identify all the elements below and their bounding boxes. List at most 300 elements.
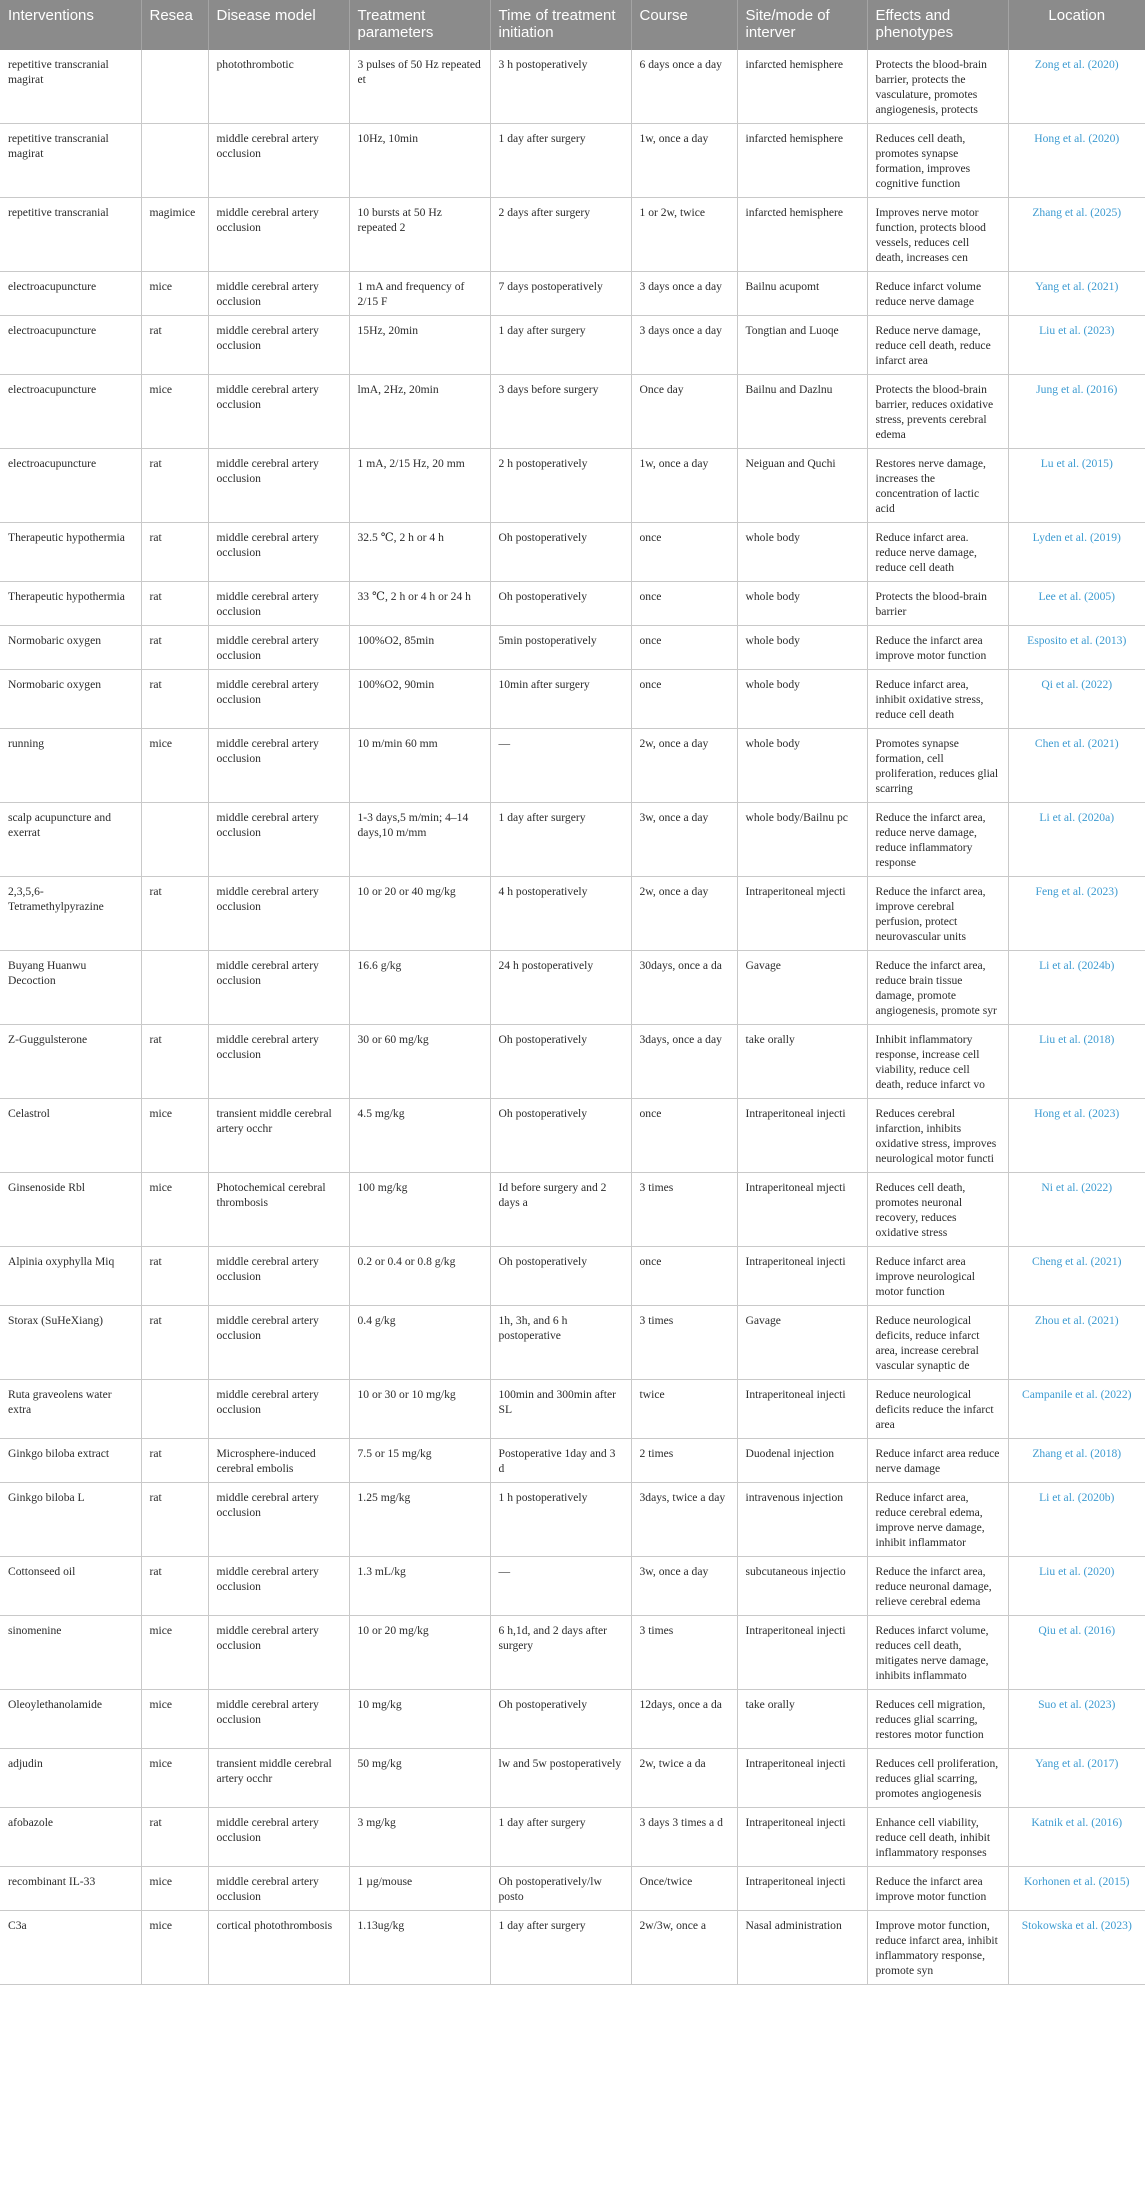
cell-site-mode: whole body — [737, 626, 867, 670]
cell-intervention: Storax (SuHeXiang) — [0, 1306, 141, 1380]
cell-disease-model: middle cerebral artery occlusion — [208, 582, 349, 626]
cell-treatment-parameters: 1-3 days,5 m/min; 4–14 days,10 m/mm — [349, 803, 490, 877]
cell-location[interactable]: Liu et al. (2023) — [1008, 316, 1145, 375]
cell-disease-model: cortical photothrombosis — [208, 1911, 349, 1985]
cell-effects: Reduce infarct volume reduce nerve damage — [867, 272, 1008, 316]
cell-location[interactable]: Qiu et al. (2016) — [1008, 1616, 1145, 1690]
cell-disease-model: middle cerebral artery occlusion — [208, 803, 349, 877]
cell-disease-model: photothrombotic — [208, 50, 349, 124]
cell-effects: Reduce infarct area, reduce cerebral edema, improve nerve damage, inhibit inflammator — [867, 1483, 1008, 1557]
cell-location[interactable]: Cheng et al. (2021) — [1008, 1247, 1145, 1306]
cell-effects: Reduce the infarct area, reduce brain tissue damage, promote angiogenesis, promote syr — [867, 951, 1008, 1025]
cell-location[interactable]: Lee et al. (2005) — [1008, 582, 1145, 626]
table-body — [0, 50, 1145, 1985]
cell-location[interactable]: Yang et al. (2021) — [1008, 272, 1145, 316]
cell-treatment-time: 7 days postoperatively — [490, 272, 631, 316]
cell-site-mode: whole body — [737, 523, 867, 582]
cell-treatment-time: Oh postoperatively — [490, 582, 631, 626]
cell-course: 12days, once a da — [631, 1690, 737, 1749]
header-research: Resea — [141, 0, 208, 50]
cell-site-mode: Bailnu acupomt — [737, 272, 867, 316]
cell-location[interactable]: Zong et al. (2020) — [1008, 50, 1145, 124]
cell-intervention: Cottonseed oil — [0, 1557, 141, 1616]
cell-course: 3days, once a day — [631, 1025, 737, 1099]
cell-intervention: Ruta graveolens water extra — [0, 1380, 141, 1439]
cell-disease-model: middle cerebral artery occlusion — [208, 272, 349, 316]
cell-treatment-time: 1 day after surgery — [490, 124, 631, 198]
cell-treatment-time: 1 h postoperatively — [490, 1483, 631, 1557]
cell-site-mode: Gavage — [737, 951, 867, 1025]
cell-effects: Reduce nerve damage, reduce cell death, reduce infarct area — [867, 316, 1008, 375]
cell-effects: Reduce neurological deficits, reduce infarct area, increase cerebral vascular synaptic de — [867, 1306, 1008, 1380]
cell-site-mode: intravenous injection — [737, 1483, 867, 1557]
cell-treatment-parameters: 15Hz, 20min — [349, 316, 490, 375]
cell-treatment-parameters: 100%O2, 85min — [349, 626, 490, 670]
cell-site-mode: Intraperitoneal mjecti — [737, 877, 867, 951]
table-row — [0, 1483, 1145, 1557]
table-row — [0, 582, 1145, 626]
cell-treatment-parameters: 10 m/min 60 mm — [349, 729, 490, 803]
cell-intervention: Celastrol — [0, 1099, 141, 1173]
cell-intervention: Ginkgo biloba extract — [0, 1439, 141, 1483]
table-row — [0, 523, 1145, 582]
cell-course: 3 times — [631, 1173, 737, 1247]
cell-effects: Reduce the infarct area, reduce neuronal damage, relieve cerebral edema — [867, 1557, 1008, 1616]
cell-site-mode: whole body — [737, 582, 867, 626]
table-row — [0, 1557, 1145, 1616]
cell-intervention: recombinant IL-33 — [0, 1867, 141, 1911]
cell-site-mode: whole body — [737, 729, 867, 803]
cell-disease-model: middle cerebral artery occlusion — [208, 877, 349, 951]
cell-disease-model: middle cerebral artery occlusion — [208, 1690, 349, 1749]
cell-treatment-time: 2 h postoperatively — [490, 449, 631, 523]
cell-location[interactable]: Hong et al. (2023) — [1008, 1099, 1145, 1173]
cell-research-subject: rat — [141, 582, 208, 626]
cell-intervention: Buyang Huanwu Decoction — [0, 951, 141, 1025]
cell-intervention: electroacupuncture — [0, 316, 141, 375]
cell-course: Once day — [631, 375, 737, 449]
cell-intervention: running — [0, 729, 141, 803]
table-row — [0, 124, 1145, 198]
cell-course: 3w, once a day — [631, 1557, 737, 1616]
cell-research-subject: mice — [141, 1911, 208, 1985]
cell-effects: Reduce infarct area. reduce nerve damage, reduce cell death — [867, 523, 1008, 582]
cell-location[interactable]: Li et al. (2024b) — [1008, 951, 1145, 1025]
cell-disease-model: middle cerebral artery occlusion — [208, 1247, 349, 1306]
header-treatment-parameters: Treatment parameters — [349, 0, 490, 50]
cell-research-subject — [141, 951, 208, 1025]
cell-site-mode: Intraperitoneal injecti — [737, 1616, 867, 1690]
cell-research-subject: rat — [141, 1483, 208, 1557]
cell-treatment-parameters: 10 or 30 or 10 mg/kg — [349, 1380, 490, 1439]
cell-treatment-time: 100min and 300min after SL — [490, 1380, 631, 1439]
cell-location[interactable]: Feng et al. (2023) — [1008, 877, 1145, 951]
table-row — [0, 1380, 1145, 1439]
cell-intervention: electroacupuncture — [0, 449, 141, 523]
cell-course: 2w, once a day — [631, 729, 737, 803]
cell-treatment-parameters: 1.25 mg/kg — [349, 1483, 490, 1557]
table-row — [0, 1690, 1145, 1749]
cell-intervention: 2,3,5,6-Tetramethylpyrazine — [0, 877, 141, 951]
cell-site-mode: Tongtian and Luoqe — [737, 316, 867, 375]
cell-intervention: scalp acupuncture and exerrat — [0, 803, 141, 877]
cell-effects: Reduces cell proliferation, reduces glial scarring, promotes angiogenesis — [867, 1749, 1008, 1808]
cell-intervention: electroacupuncture — [0, 375, 141, 449]
cell-treatment-parameters: 3 pulses of 50 Hz repeated et — [349, 50, 490, 124]
cell-disease-model: middle cerebral artery occlusion — [208, 1483, 349, 1557]
cell-intervention: Normobaric oxygen — [0, 670, 141, 729]
cell-location[interactable]: Katnik et al. (2016) — [1008, 1808, 1145, 1867]
cell-disease-model: Photochemical cerebral thrombosis — [208, 1173, 349, 1247]
cell-location[interactable]: Zhang et al. (2025) — [1008, 198, 1145, 272]
table-row — [0, 1306, 1145, 1380]
cell-treatment-parameters: 1 µg/mouse — [349, 1867, 490, 1911]
cell-location[interactable]: Ni et al. (2022) — [1008, 1173, 1145, 1247]
cell-site-mode: Intraperitoneal injecti — [737, 1380, 867, 1439]
header-row — [0, 0, 1145, 50]
cell-site-mode: Intraperitoneal injecti — [737, 1099, 867, 1173]
cell-treatment-time: 6 h,1d, and 2 days after surgery — [490, 1616, 631, 1690]
cell-research-subject: mice — [141, 1749, 208, 1808]
cell-effects: Reduces cell migration, reduces glial scarring, restores motor function — [867, 1690, 1008, 1749]
cell-effects: Reduces cerebral infarction, inhibits oxidative stress, improves neurological motor functi — [867, 1099, 1008, 1173]
cell-effects: Promotes synapse formation, cell proliferation, reduces glial scarring — [867, 729, 1008, 803]
cell-intervention: Normobaric oxygen — [0, 626, 141, 670]
table-row — [0, 877, 1145, 951]
cell-disease-model: middle cerebral artery occlusion — [208, 1867, 349, 1911]
cell-research-subject: rat — [141, 1306, 208, 1380]
table-row — [0, 272, 1145, 316]
cell-effects: Improves nerve motor function, protects blood vessels, reduces cell death, increases cen — [867, 198, 1008, 272]
cell-effects: Reduces cell death, promotes synapse formation, improves cognitive function — [867, 124, 1008, 198]
cell-location[interactable]: Stokowska et al. (2023) — [1008, 1911, 1145, 1985]
cell-course: 2 times — [631, 1439, 737, 1483]
cell-research-subject — [141, 124, 208, 198]
table-row — [0, 1173, 1145, 1247]
cell-treatment-time: 10min after surgery — [490, 670, 631, 729]
cell-intervention: afobazole — [0, 1808, 141, 1867]
cell-treatment-parameters: 1 mA, 2/15 Hz, 20 mm — [349, 449, 490, 523]
cell-treatment-time: 1 day after surgery — [490, 316, 631, 375]
cell-location[interactable]: Zhou et al. (2021) — [1008, 1306, 1145, 1380]
cell-location[interactable]: Li et al. (2020b) — [1008, 1483, 1145, 1557]
cell-course: 3 times — [631, 1616, 737, 1690]
table-row — [0, 375, 1145, 449]
cell-site-mode: subcutaneous injectio — [737, 1557, 867, 1616]
cell-research-subject — [141, 50, 208, 124]
cell-disease-model: middle cerebral artery occlusion — [208, 951, 349, 1025]
cell-treatment-time: 1h, 3h, and 6 h postoperative — [490, 1306, 631, 1380]
cell-disease-model: transient middle cerebral artery occhr — [208, 1749, 349, 1808]
cell-research-subject: mice — [141, 1173, 208, 1247]
cell-treatment-parameters: 16.6 g/kg — [349, 951, 490, 1025]
cell-research-subject — [141, 803, 208, 877]
table-row — [0, 1749, 1145, 1808]
cell-intervention: adjudin — [0, 1749, 141, 1808]
header-course: Course — [631, 0, 737, 50]
cell-effects: Reduces infarct volume, reduces cell death, mitigates nerve damage, inhibits inflammato — [867, 1616, 1008, 1690]
cell-treatment-time: — — [490, 729, 631, 803]
table-row — [0, 803, 1145, 877]
cell-location[interactable]: Lyden et al. (2019) — [1008, 523, 1145, 582]
cell-treatment-parameters: 32.5 ℃, 2 h or 4 h — [349, 523, 490, 582]
cell-disease-model: middle cerebral artery occlusion — [208, 316, 349, 375]
cell-course: 3 days once a day — [631, 272, 737, 316]
cell-disease-model: middle cerebral artery occlusion — [208, 626, 349, 670]
cell-effects: Restores nerve damage, increases the concentration of lactic acid — [867, 449, 1008, 523]
cell-treatment-parameters: lmA, 2Hz, 20min — [349, 375, 490, 449]
cell-disease-model: middle cerebral artery occlusion — [208, 449, 349, 523]
cell-site-mode: Gavage — [737, 1306, 867, 1380]
cell-site-mode: take orally — [737, 1025, 867, 1099]
cell-treatment-time: Oh postoperatively — [490, 1099, 631, 1173]
cell-site-mode: infarcted hemisphere — [737, 198, 867, 272]
cell-site-mode: Intraperitoneal injecti — [737, 1808, 867, 1867]
cell-treatment-parameters: 1.3 mL/kg — [349, 1557, 490, 1616]
table-row — [0, 729, 1145, 803]
cell-course: 2w, twice a da — [631, 1749, 737, 1808]
cell-location[interactable]: Chen et al. (2021) — [1008, 729, 1145, 803]
cell-effects: Reduce the infarct area, reduce nerve damage, reduce inflammatory response — [867, 803, 1008, 877]
cell-disease-model: middle cerebral artery occlusion — [208, 375, 349, 449]
cell-disease-model: middle cerebral artery occlusion — [208, 1306, 349, 1380]
cell-treatment-time: 3 days before surgery — [490, 375, 631, 449]
table-row — [0, 449, 1145, 523]
cell-treatment-time: 5min postoperatively — [490, 626, 631, 670]
cell-course: 3 days once a day — [631, 316, 737, 375]
cell-location[interactable]: Jung et al. (2016) — [1008, 375, 1145, 449]
cell-treatment-parameters: 30 or 60 mg/kg — [349, 1025, 490, 1099]
cell-research-subject: mice — [141, 1690, 208, 1749]
header-effects: Effects and phenotypes — [867, 0, 1008, 50]
cell-effects: Protects the blood-brain barrier — [867, 582, 1008, 626]
cell-effects: Protects the blood-brain barrier, reduces oxidative stress, prevents cerebral edema — [867, 375, 1008, 449]
cell-site-mode: Bailnu and Dazlnu — [737, 375, 867, 449]
cell-course: once — [631, 582, 737, 626]
cell-disease-model: middle cerebral artery occlusion — [208, 124, 349, 198]
cell-treatment-time: Id before surgery and 2 days a — [490, 1173, 631, 1247]
header-time-of-treatment: Time of treatment initiation — [490, 0, 631, 50]
table-row — [0, 316, 1145, 375]
cell-effects: Reduce neurological deficits reduce the infarct area — [867, 1380, 1008, 1439]
cell-location[interactable]: Qi et al. (2022) — [1008, 670, 1145, 729]
cell-course: twice — [631, 1380, 737, 1439]
cell-course: 3 days 3 times a d — [631, 1808, 737, 1867]
cell-site-mode: infarcted hemisphere — [737, 124, 867, 198]
cell-effects: Reduce infarct area, inhibit oxidative stress, reduce cell death — [867, 670, 1008, 729]
cell-treatment-parameters: 1 mA and frequency of 2/15 F — [349, 272, 490, 316]
cell-site-mode: whole body — [737, 670, 867, 729]
cell-disease-model: transient middle cerebral artery occhr — [208, 1099, 349, 1173]
table-row — [0, 626, 1145, 670]
cell-intervention: sinomenine — [0, 1616, 141, 1690]
cell-research-subject: rat — [141, 1557, 208, 1616]
cell-site-mode: Intraperitoneal injecti — [737, 1867, 867, 1911]
cell-course: once — [631, 1099, 737, 1173]
cell-disease-model: Microsphere-induced cerebral embolis — [208, 1439, 349, 1483]
cell-treatment-parameters: 50 mg/kg — [349, 1749, 490, 1808]
cell-effects: Improve motor function, reduce infarct area, inhibit inflammatory response, promote syn — [867, 1911, 1008, 1985]
cell-intervention: Ginsenoside Rbl — [0, 1173, 141, 1247]
cell-research-subject: rat — [141, 316, 208, 375]
cell-treatment-parameters: 4.5 mg/kg — [349, 1099, 490, 1173]
cell-location[interactable]: Zhang et al. (2018) — [1008, 1439, 1145, 1483]
cell-disease-model: middle cerebral artery occlusion — [208, 1808, 349, 1867]
cell-treatment-parameters: 100 mg/kg — [349, 1173, 490, 1247]
cell-effects: Reduce the infarct area improve motor function — [867, 626, 1008, 670]
cell-intervention: repetitive transcranial magirat — [0, 50, 141, 124]
cell-effects: Reduce infarct area reduce nerve damage — [867, 1439, 1008, 1483]
header-disease-model: Disease model — [208, 0, 349, 50]
cell-research-subject: mice — [141, 1616, 208, 1690]
cell-course: 30days, once a da — [631, 951, 737, 1025]
cell-location[interactable]: Esposito et al. (2013) — [1008, 626, 1145, 670]
cell-treatment-time: Oh postoperatively — [490, 1247, 631, 1306]
cell-course: once — [631, 626, 737, 670]
cell-course: 1w, once a day — [631, 124, 737, 198]
cell-disease-model: middle cerebral artery occlusion — [208, 1025, 349, 1099]
table-row — [0, 1439, 1145, 1483]
cell-effects: Reduce the infarct area, improve cerebral perfusion, protect neurovascular units — [867, 877, 1008, 951]
cell-treatment-time: Oh postoperatively — [490, 1690, 631, 1749]
cell-effects: Protects the blood-brain barrier, protects the vasculature, promotes angiogenesis, protects — [867, 50, 1008, 124]
cell-research-subject: rat — [141, 1808, 208, 1867]
cell-treatment-time: lw and 5w postoperatively — [490, 1749, 631, 1808]
cell-intervention: electroacupuncture — [0, 272, 141, 316]
cell-course: 2w/3w, once a — [631, 1911, 737, 1985]
cell-treatment-parameters: 10 bursts at 50 Hz repeated 2 — [349, 198, 490, 272]
cell-research-subject: rat — [141, 523, 208, 582]
cell-treatment-time: 1 day after surgery — [490, 1808, 631, 1867]
cell-research-subject — [141, 1380, 208, 1439]
cell-intervention: Oleoylethanolamide — [0, 1690, 141, 1749]
table-row — [0, 951, 1145, 1025]
cell-location[interactable]: Lu et al. (2015) — [1008, 449, 1145, 523]
table-row — [0, 1911, 1145, 1985]
cell-intervention: Therapeutic hypothermia — [0, 523, 141, 582]
cell-treatment-parameters: 100%O2, 90min — [349, 670, 490, 729]
cell-intervention: repetitive transcranial — [0, 198, 141, 272]
cell-course: 2w, once a day — [631, 877, 737, 951]
cell-intervention: Alpinia oxyphylla Miq — [0, 1247, 141, 1306]
cell-treatment-time: 1 day after surgery — [490, 803, 631, 877]
cell-site-mode: Intraperitoneal injecti — [737, 1749, 867, 1808]
cell-disease-model: middle cerebral artery occlusion — [208, 198, 349, 272]
table-row — [0, 1025, 1145, 1099]
table-row — [0, 1247, 1145, 1306]
cell-site-mode: Nasal administration — [737, 1911, 867, 1985]
cell-location[interactable]: Korhonen et al. (2015) — [1008, 1867, 1145, 1911]
cell-effects: Reduces cell death, promotes neuronal recovery, reduces oxidative stress — [867, 1173, 1008, 1247]
cell-research-subject: rat — [141, 1439, 208, 1483]
cell-course: 3 times — [631, 1306, 737, 1380]
cell-treatment-time: 2 days after surgery — [490, 198, 631, 272]
cell-location[interactable]: Suo et al. (2023) — [1008, 1690, 1145, 1749]
table-row — [0, 50, 1145, 124]
cell-treatment-parameters: 10 or 20 mg/kg — [349, 1616, 490, 1690]
cell-treatment-parameters: 10 or 20 or 40 mg/kg — [349, 877, 490, 951]
cell-treatment-parameters: 10 mg/kg — [349, 1690, 490, 1749]
cell-disease-model: middle cerebral artery occlusion — [208, 670, 349, 729]
cell-treatment-parameters: 1.13ug/kg — [349, 1911, 490, 1985]
cell-effects: Reduce the infarct area improve motor function — [867, 1867, 1008, 1911]
cell-site-mode: Intraperitoneal mjecti — [737, 1173, 867, 1247]
cell-research-subject: rat — [141, 626, 208, 670]
cell-course: 3days, twice a day — [631, 1483, 737, 1557]
cell-course: once — [631, 523, 737, 582]
cell-site-mode: Neiguan and Quchi — [737, 449, 867, 523]
cell-effects: Inhibit inflammatory response, increase cell viability, reduce cell death, reduce infarct vo — [867, 1025, 1008, 1099]
cell-intervention: Z-Guggulsterone — [0, 1025, 141, 1099]
table-row — [0, 1616, 1145, 1690]
cell-effects: Reduce infarct area improve neurological motor function — [867, 1247, 1008, 1306]
cell-course: 3w, once a day — [631, 803, 737, 877]
cell-site-mode: Duodenal injection — [737, 1439, 867, 1483]
cell-research-subject: rat — [141, 449, 208, 523]
header-location: Location — [1008, 0, 1145, 50]
cell-research-subject: mice — [141, 375, 208, 449]
cell-course: 6 days once a day — [631, 50, 737, 124]
cell-research-subject: rat — [141, 1247, 208, 1306]
cell-location[interactable]: Liu et al. (2020) — [1008, 1557, 1145, 1616]
cell-location[interactable]: Yang et al. (2017) — [1008, 1749, 1145, 1808]
cell-disease-model: middle cerebral artery occlusion — [208, 1557, 349, 1616]
cell-disease-model: middle cerebral artery occlusion — [208, 1380, 349, 1439]
cell-disease-model: middle cerebral artery occlusion — [208, 523, 349, 582]
cell-course: once — [631, 1247, 737, 1306]
cell-treatment-time: 4 h postoperatively — [490, 877, 631, 951]
cell-intervention: repetitive transcranial magirat — [0, 124, 141, 198]
cell-research-subject: rat — [141, 1025, 208, 1099]
cell-treatment-time: Oh postoperatively — [490, 1025, 631, 1099]
table-row — [0, 670, 1145, 729]
cell-treatment-time: 24 h postoperatively — [490, 951, 631, 1025]
cell-course: 1 or 2w, twice — [631, 198, 737, 272]
cell-research-subject: mice — [141, 272, 208, 316]
cell-location[interactable]: Hong et al. (2020) — [1008, 124, 1145, 198]
cell-intervention: Ginkgo biloba L — [0, 1483, 141, 1557]
header-interventions: Interventions — [0, 0, 141, 50]
cell-treatment-parameters: 0.2 or 0.4 or 0.8 g/kg — [349, 1247, 490, 1306]
cell-site-mode: infarcted hemisphere — [737, 50, 867, 124]
table-row — [0, 1867, 1145, 1911]
cell-site-mode: whole body/Bailnu pc — [737, 803, 867, 877]
cell-research-subject: mice — [141, 729, 208, 803]
cell-site-mode: take orally — [737, 1690, 867, 1749]
cell-course: once — [631, 670, 737, 729]
cell-disease-model: middle cerebral artery occlusion — [208, 1616, 349, 1690]
cell-course: 1w, once a day — [631, 449, 737, 523]
cell-location[interactable]: Liu et al. (2018) — [1008, 1025, 1145, 1099]
cell-location[interactable]: Li et al. (2020a) — [1008, 803, 1145, 877]
cell-research-subject: rat — [141, 877, 208, 951]
cell-treatment-time: Oh postoperatively/lw posto — [490, 1867, 631, 1911]
table-row — [0, 1099, 1145, 1173]
cell-location[interactable]: Campanile et al. (2022) — [1008, 1380, 1145, 1439]
cell-course: Once/twice — [631, 1867, 737, 1911]
cell-treatment-time: 1 day after surgery — [490, 1911, 631, 1985]
header-site-mode: Site/mode of interver — [737, 0, 867, 50]
cell-research-subject: mice — [141, 1099, 208, 1173]
cell-research-subject: rat — [141, 670, 208, 729]
cell-site-mode: Intraperitoneal injecti — [737, 1247, 867, 1306]
table-row — [0, 1808, 1145, 1867]
cell-treatment-parameters: 0.4 g/kg — [349, 1306, 490, 1380]
cell-treatment-parameters: 3 mg/kg — [349, 1808, 490, 1867]
cell-treatment-parameters: 10Hz, 10min — [349, 124, 490, 198]
cell-treatment-parameters: 33 ℃, 2 h or 4 h or 24 h — [349, 582, 490, 626]
cell-disease-model: middle cerebral artery occlusion — [208, 729, 349, 803]
